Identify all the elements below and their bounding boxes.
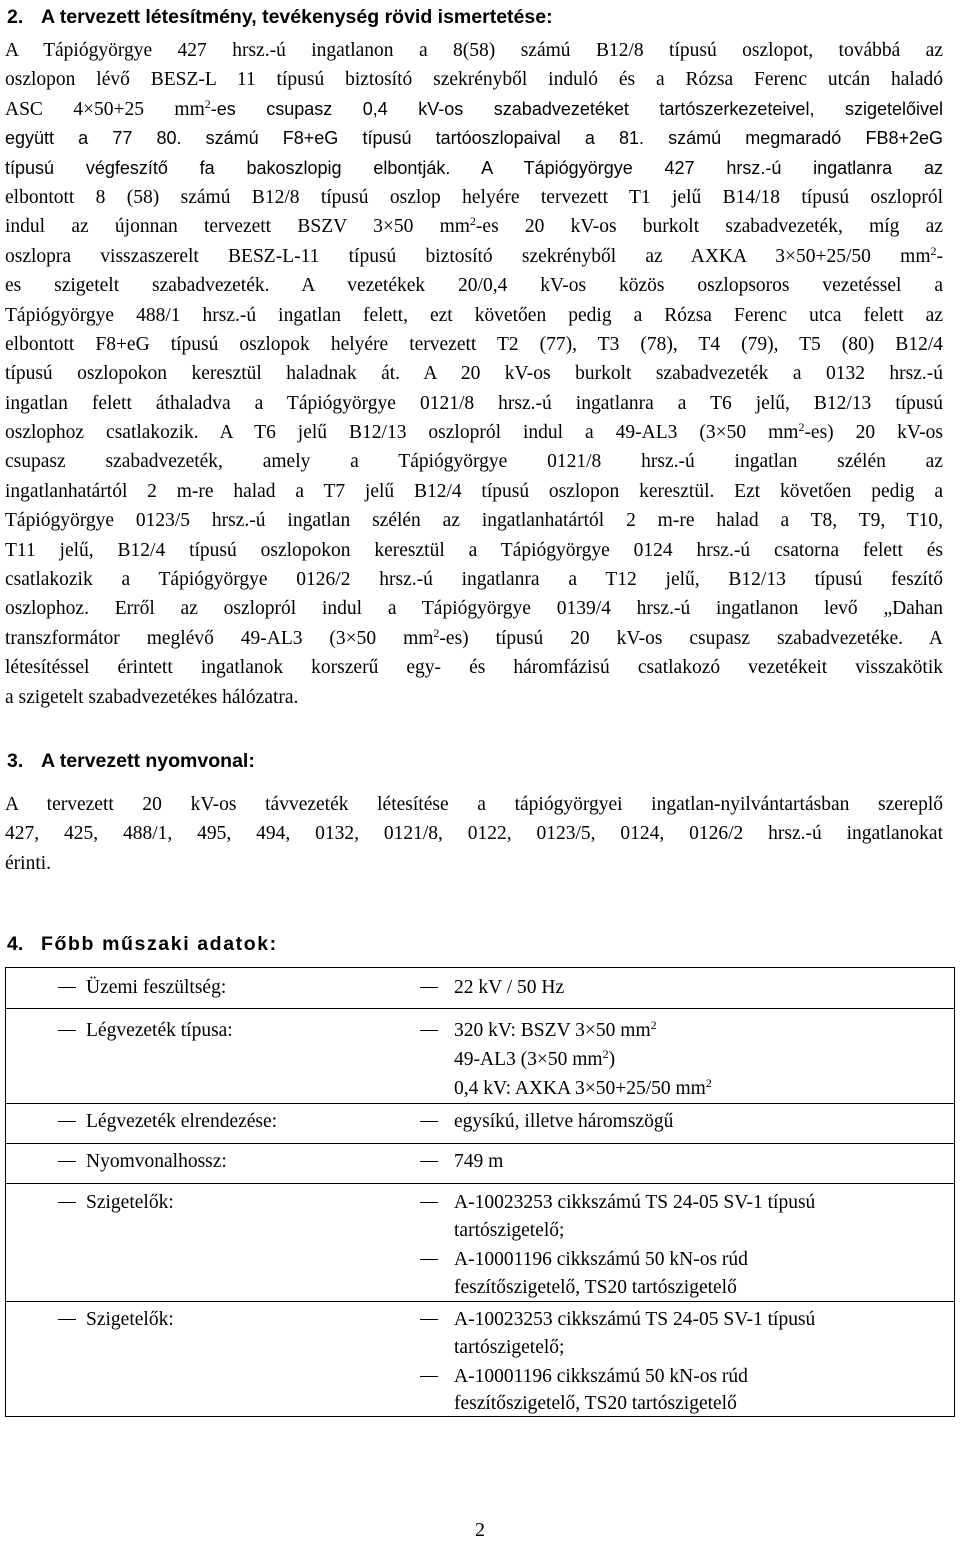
row-value: 320 kV: BSZV 3×50 $mm^2$ [454, 1018, 657, 1041]
technical-data-table [5, 967, 955, 1417]
row-value: 0,4 kV: AXKA 3×50+25/50 $mm^2$ [454, 1076, 712, 1099]
row-value: 22 kV / 50 Hz [454, 977, 565, 998]
dash-bullet [420, 1202, 438, 1203]
paragraph-line: Tápiógyörgye 488/1 hrsz.-ú ingatlan felett, ezt követően pedig a Rózsa Ferenc utca felett az [5, 304, 943, 326]
paragraph-line: együtt a 77 80. számú F8+eG típusú tartóoszlopaival a 81. számú megmaradó FB8+2eG [5, 128, 943, 149]
table-row [6, 1302, 954, 1417]
dash-bullet [58, 1121, 76, 1122]
section-2-number: 2. [7, 6, 24, 28]
row-value: feszítőszigetelő, TS20 tartószigetelő [454, 1277, 737, 1298]
row-value: A-10023253 cikkszámú TS 24-05 SV-1 típusú [454, 1309, 816, 1330]
paragraph-line: a szigetelt szabadvezetékes hálózatra. [5, 686, 299, 708]
table-row [6, 1184, 954, 1301]
paragraph-line: Tápiógyörgye 0123/5 hrsz.-ú ingatlan szélén az ingatlanhatártól 2 m-re halad a T8, T9, T10, [5, 510, 943, 532]
section-2-title: A tervezett létesítmény, tevékenység rövid ismertetése: [41, 6, 553, 28]
paragraph-line: transzformátor meglévő 49-AL3 (3×50 $mm^2-es$) típusú 20 kV-os csupasz szabadvezetéke. A [5, 625, 943, 649]
paragraph-line: típusú oszlopokon keresztül haladnak át. A 20 kV-os burkolt szabadvezeték a 0132 hrsz.-ú [5, 363, 943, 385]
paragraph-line: 427, 425, 488/1, 495, 494, 0132, 0121/8, 0122, 0123/5, 0124, 0126/2 hrsz.-ú ingatlanokat [5, 823, 943, 845]
paragraph-line: oszlopon lévő BESZ-L 11 típusú biztosító szekrényből induló és a Rózsa Ferenc utcán haladó [5, 69, 943, 91]
table-row [6, 1144, 954, 1183]
dash-bullet [420, 1376, 438, 1377]
dash-bullet [420, 1030, 438, 1031]
paragraph-line: érinti. [5, 852, 52, 874]
row-value: A-10023253 cikkszámú TS 24-05 SV-1 típusú [454, 1192, 816, 1213]
row-label: Légvezeték elrendezése: [86, 1111, 278, 1132]
paragraph-line: T11 jelű, B12/4 típusú oszlopokon keresztül a Tápiógyörgye 0124 hrsz.-ú csatorna felett és [5, 539, 943, 561]
dash-bullet [58, 1030, 76, 1031]
section-2-paragraph [5, 36, 943, 712]
row-value: tartószigetelő; [454, 1220, 565, 1241]
row-value: A-10001196 cikkszámú 50 kN-os rúd [454, 1249, 748, 1270]
dash-bullet [420, 1121, 438, 1122]
paragraph-line: elbontott 8 (58) számú B12/8 típusú oszlop helyére tervezett T1 jelű B14/18 típusú oszlopról [5, 186, 943, 208]
dash-bullet [420, 987, 438, 988]
dash-bullet [58, 1319, 76, 1320]
row-value: A-10001196 cikkszámú 50 kN-os rúd [454, 1366, 748, 1387]
row-value: tartószigetelő; [454, 1337, 565, 1358]
paragraph-line: A tervezett 20 kV-os távvezeték létesítése a tápiógyörgyei ingatlan-nyilvántartásban szereplő [5, 794, 943, 815]
paragraph-line: oszlophoz csatlakozik. A T6 jelű B12/13 oszlopról indul a 49-AL3 (3×50 $mm^2-es$) 20 kV-os [5, 420, 943, 444]
row-value: 49-AL3 (3×50 $mm^2$) [454, 1047, 616, 1070]
paragraph-line: A Tápiógyörgye 427 hrsz.-ú ingatlanon a 8(58) számú B12/8 típusú oszlopot, továbbá az [5, 40, 943, 61]
row-label: Szigetelők: [86, 1309, 174, 1330]
paragraph-line: csatlakozik a Tápiógyörgye 0126/2 hrsz.-ú ingatlanra a T12 jelű, B12/13 típusú feszítő [5, 569, 943, 591]
section-3-paragraph [5, 790, 943, 878]
row-value: egysíkú, illetve háromszögű [454, 1111, 674, 1132]
section-4-number: 4. [7, 933, 24, 955]
dash-bullet [420, 1161, 438, 1162]
section-3-number: 3. [7, 750, 24, 772]
section-4-title: Főbb műszaki adatok: [41, 933, 278, 955]
paragraph-line: es szigetelt szabadvezeték. A vezetékek 20/0,4 kV-os közös oszlopsoros vezetéssel a [5, 275, 943, 297]
section-3-heading [7, 749, 255, 773]
row-label: Szigetelők: [86, 1192, 174, 1213]
section-2-heading [7, 5, 553, 29]
row-value: feszítőszigetelő, TS20 tartószigetelő [454, 1393, 737, 1414]
paragraph-line: ASC 4×50+25 $mm^2-es$ csupasz 0,4 kV-os szabadvezetéket tartószerkezeteivel, szigetelőivel [5, 96, 943, 120]
paragraph-line: oszlophoz. Erről az oszlopról indul a Tápiógyörgye 0139/4 hrsz.-ú ingatlanon levő „Dahan [5, 598, 943, 620]
paragraph-line: indul az újonnan tervezett BSZV 3×50 $mm^2-es$ 20 kV-os burkolt szabadvezeték, míg az [5, 214, 943, 238]
paragraph-line: létesítéssel érintett ingatlanok korszerű egy- és háromfázisú csatlakozó vezetékeit visszakötik [5, 657, 943, 679]
row-label: Légvezeték típusa: [86, 1020, 233, 1041]
row-value: 749 m [454, 1151, 504, 1172]
table-row [6, 968, 954, 1008]
dash-bullet [58, 1202, 76, 1203]
dash-bullet [420, 1259, 438, 1260]
dash-bullet [58, 1161, 76, 1162]
paragraph-line: csupasz szabadvezeték, amely a Tápiógyörgye 0121/8 hrsz.-ú ingatlan szélén az [5, 451, 943, 473]
section-4-heading [7, 932, 278, 956]
paragraph-line: ingatlanhatártól 2 m-re halad a T7 jelű B12/4 típusú oszlopon keresztül. Ezt követően pedig a [5, 480, 943, 502]
paragraph-line: típusú végfeszítő fa bakoszlopig elbontják. A Tápiógyörgye 427 hrsz.-ú ingatlanra az [5, 157, 943, 178]
row-label: Nyomvonalhossz: [86, 1151, 227, 1172]
section-3-title: A tervezett nyomvonal: [41, 750, 255, 772]
table-row [6, 1009, 954, 1103]
dash-bullet [420, 1319, 438, 1320]
row-label: Üzemi feszültség: [86, 977, 227, 998]
table-row [6, 1104, 954, 1143]
page-number: 2 [475, 1519, 485, 1541]
dash-bullet [58, 987, 76, 988]
paragraph-line: elbontott F8+eG típusú oszlopok helyére tervezett T2 (77), T3 (78), T4 (79), T5 (80) B12/4 [5, 333, 943, 355]
paragraph-line: oszlopra visszaszerelt BESZ-L-11 típusú biztosító szekrényből az AXKA 3×50+25/50 $mm^2-$ [5, 243, 943, 267]
paragraph-line: ingatlan felett áthaladva a Tápiógyörgye 0121/8 hrsz.-ú ingatlanra a T6 jelű, B12/13 típusú [5, 392, 943, 414]
